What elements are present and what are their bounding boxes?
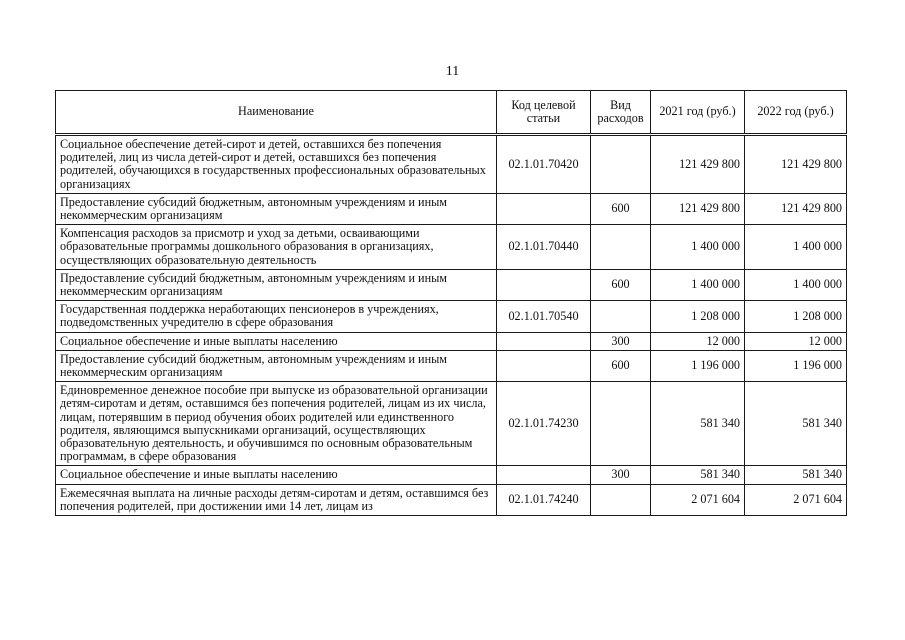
row-vid — [591, 135, 651, 194]
table-row — [56, 350, 847, 381]
row-name: Предоставление субсидий бюджетным, автономным учреждениям и иным некоммерческим организациям — [56, 350, 497, 381]
row-name: Единовременное денежное пособие при выпуске из образовательной организации детям-сиротам и детям, оставшимся без попечения родителей, лицам из их числа, лицам, потерявшим в период обучения обоих родителей или единственного родителя, являющимся выпускниками организаций, осуществляющих образовательную деятельность, и обучившимся по основным образовательным программам, в сфере образования — [56, 382, 497, 466]
row-vid: 300 — [591, 332, 651, 350]
row-code: 02.1.01.70540 — [497, 301, 591, 332]
row-vid: 600 — [591, 269, 651, 300]
table-row — [56, 466, 847, 484]
row-name: Государственная поддержка неработающих пенсионеров в учреждениях, подведомственных учредителю в сфере образования — [56, 301, 497, 332]
row-2022: 121 429 800 — [745, 135, 847, 194]
row-name: Ежемесячная выплата на личные расходы детям-сиротам и детям, оставшимся без попечения родителей, при достижении ими 14 лет, лицам из — [56, 484, 497, 515]
table-row — [56, 301, 847, 332]
row-2021: 121 429 800 — [651, 135, 745, 194]
row-code — [497, 466, 591, 484]
row-2021: 2 071 604 — [651, 484, 745, 515]
row-name: Социальное обеспечение детей-сирот и детей, оставшихся без попечения родителей, лиц из числа детей-сирот и детей, оставшихся без попечения родителей, обучающихся в государственных профессиональных образовательных организациях — [56, 135, 497, 194]
row-name: Социальное обеспечение и иные выплаты населению — [56, 466, 497, 484]
table-row — [56, 269, 847, 300]
row-vid: 600 — [591, 193, 651, 224]
row-name: Предоставление субсидий бюджетным, автономным учреждениям и иным некоммерческим организациям — [56, 269, 497, 300]
row-2022: 121 429 800 — [745, 193, 847, 224]
row-name: Компенсация расходов за присмотр и уход за детьми, осваивающими образовательные программы дошкольного образования в организациях, осуществляющих образовательную деятельность — [56, 225, 497, 270]
header-name: Наименование — [56, 91, 497, 135]
row-2021: 121 429 800 — [651, 193, 745, 224]
row-vid — [591, 484, 651, 515]
row-vid — [591, 382, 651, 466]
row-code — [497, 269, 591, 300]
row-2021: 1 400 000 — [651, 225, 745, 270]
row-code — [497, 332, 591, 350]
row-2022: 1 400 000 — [745, 269, 847, 300]
header-vid: Вид расходов — [591, 91, 651, 135]
row-2022: 581 340 — [745, 466, 847, 484]
table-row — [56, 332, 847, 350]
row-2022: 1 208 000 — [745, 301, 847, 332]
header-2021: 2021 год (руб.) — [651, 91, 745, 135]
row-code: 02.1.01.74240 — [497, 484, 591, 515]
table-row — [56, 193, 847, 224]
row-name: Социальное обеспечение и иные выплаты населению — [56, 332, 497, 350]
row-code: 02.1.01.70440 — [497, 225, 591, 270]
header-2022: 2022 год (руб.) — [745, 91, 847, 135]
table-row — [56, 382, 847, 466]
row-2022: 2 071 604 — [745, 484, 847, 515]
row-vid — [591, 225, 651, 270]
row-2021: 1 208 000 — [651, 301, 745, 332]
row-2021: 1 196 000 — [651, 350, 745, 381]
row-code: 02.1.01.70420 — [497, 135, 591, 194]
row-vid — [591, 301, 651, 332]
table-row — [56, 135, 847, 194]
row-2021: 1 400 000 — [651, 269, 745, 300]
row-2021: 581 340 — [651, 466, 745, 484]
table-row — [56, 484, 847, 515]
table-header-row — [56, 91, 847, 135]
header-code: Код целевой статьи — [497, 91, 591, 135]
row-code: 02.1.01.74230 — [497, 382, 591, 466]
row-2022: 12 000 — [745, 332, 847, 350]
row-code — [497, 193, 591, 224]
row-vid: 300 — [591, 466, 651, 484]
table-row — [56, 225, 847, 270]
page-number: 11 — [445, 64, 460, 79]
row-2021: 581 340 — [651, 382, 745, 466]
row-code — [497, 350, 591, 381]
row-name: Предоставление субсидий бюджетным, автономным учреждениям и иным некоммерческим организациям — [56, 193, 497, 224]
row-vid: 600 — [591, 350, 651, 381]
budget-table — [55, 90, 847, 516]
row-2022: 581 340 — [745, 382, 847, 466]
row-2022: 1 196 000 — [745, 350, 847, 381]
row-2022: 1 400 000 — [745, 225, 847, 270]
row-2021: 12 000 — [651, 332, 745, 350]
